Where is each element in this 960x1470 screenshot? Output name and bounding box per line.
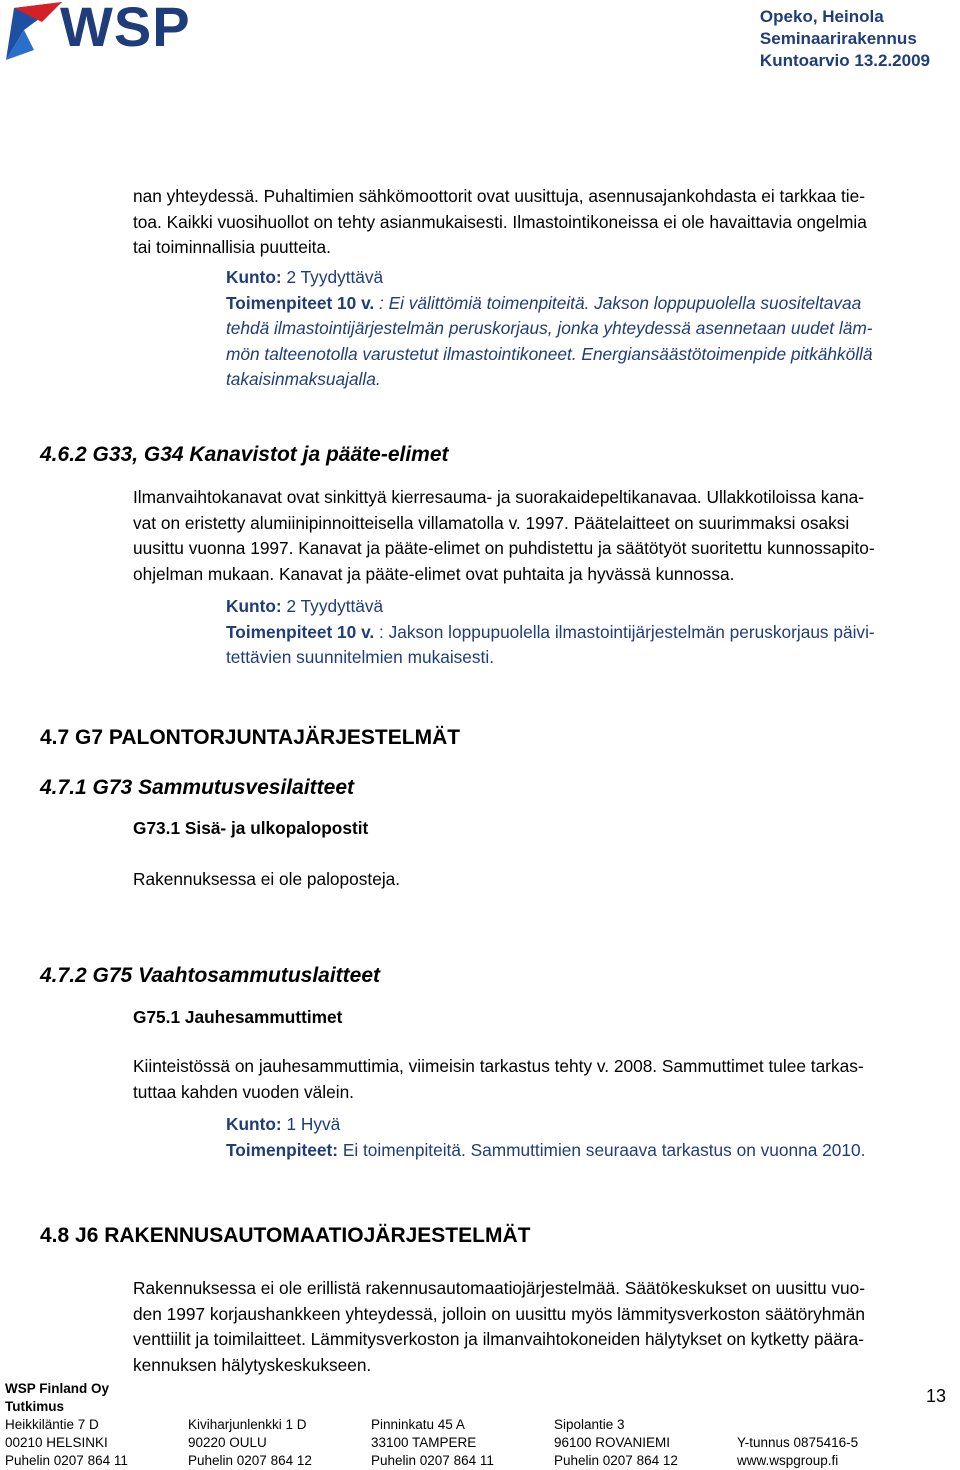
address-line: 96100 ROVANIEMI xyxy=(554,1435,671,1450)
text-line: mön talteenotolla varustetut ilmastointikoneet. Energiansäästötoimenpide pitkähköllä xyxy=(226,343,873,364)
document-header xyxy=(760,6,930,72)
section-heading-4-8: 4.8 J6 RAKENNUSAUTOMAATIOJÄRJESTELMÄT xyxy=(40,1224,531,1247)
text-line: Ei välittömiä toimenpiteitä. Jakson loppupuolella suositeltavaa xyxy=(388,292,862,313)
text-line: Jakson loppupuolella ilmastointijärjestelmän peruskorjaus päivi- xyxy=(388,621,875,642)
text-line: venttiilit ja toimilaitteet. Lämmitysverkoston ja ilmanvaihtokoneiden hälytykset on kytketty päära- xyxy=(133,1329,864,1349)
text-line: Ei toimenpiteitä. Sammuttimien seuraava tarkastus on vuonna 2010. xyxy=(338,1139,866,1160)
address-line: Heikkiläntie 7 D xyxy=(5,1417,99,1432)
footer-company xyxy=(5,1380,109,1416)
text-line: tuttaa kahden vuoden välein. xyxy=(133,1081,354,1102)
separator: : xyxy=(374,292,389,313)
address-line: 90220 OULU xyxy=(188,1435,267,1450)
subsection-g73-1: G73.1 Sisä- ja ulkopalopostit xyxy=(133,818,369,838)
phone-line: Puhelin 0207 864 11 xyxy=(371,1453,494,1468)
text-line: uusittu vuonna 1997. Kanavat ja pääte-elimet on puhdistettu ja säätötyöt suoritettu kunnossapito- xyxy=(133,538,875,558)
section-4-7-1-text: Rakennuksessa ei ole paloposteja. xyxy=(133,869,401,889)
text-line: kennuksen hälytyskeskukseen. xyxy=(133,1354,372,1375)
footer-office-helsinki xyxy=(5,1416,128,1470)
text-line: Kiinteistössä on jauhesammuttimia, viimeisin tarkastus tehty v. 2008. Sammuttimet tulee tarkas- xyxy=(133,1056,864,1076)
footer-company-ids xyxy=(737,1434,858,1470)
text-line: tehdä ilmastointijärjestelmän peruskorjaus, jonka yhteydessä asennetaan uudet läm- xyxy=(226,318,873,338)
address-line: 00210 HELSINKI xyxy=(5,1435,108,1450)
kunto-label: Kunto: xyxy=(226,596,282,616)
footer-office-oulu xyxy=(188,1416,312,1470)
phone-line: Puhelin 0207 864 11 xyxy=(5,1453,128,1468)
page-number: 13 xyxy=(925,1386,946,1406)
text-line: Rakennuksessa ei ole erillistä rakennusautomaatiojärjestelmää. Säätökeskukset on uusittu vuo- xyxy=(133,1278,865,1298)
footer-office-rovaniemi xyxy=(554,1416,678,1470)
text-line: tai toiminnallisia puutteita. xyxy=(133,237,331,257)
logo-text: WSP xyxy=(60,0,191,58)
phone-line: Puhelin 0207 864 12 xyxy=(188,1453,312,1468)
subsection-g75-1: G75.1 Jauhesammuttimet xyxy=(133,1007,343,1027)
section-4-6-2-condition xyxy=(226,594,951,671)
section-4-6-2-paragraph xyxy=(133,485,948,587)
kunto-label: Kunto: xyxy=(226,267,282,287)
text-line: takaisinmaksuajalla. xyxy=(226,369,381,389)
text-line: Ilmanvaihtokanavat ovat sinkittyä kierresauma- ja suorakaidepeltikanavaa. Ullakkotiloissa kana- xyxy=(133,487,864,507)
address-line: Pinninkatu 45 A xyxy=(371,1417,465,1432)
footer-office-tampere xyxy=(371,1416,494,1470)
kunto-label: Kunto: xyxy=(226,1114,282,1134)
text-line: toa. Kaikki vuosihuollot on tehty asianmukaisesti. Ilmastointikoneissa ei ole havaittavia ongelmia xyxy=(133,211,867,232)
company-name: WSP Finland Oy xyxy=(5,1381,110,1396)
separator: : xyxy=(374,621,389,642)
header-building: Seminaarirakennus xyxy=(759,29,917,48)
kunto-value: 1 Hyvä xyxy=(281,1114,341,1134)
logo-mark-icon xyxy=(4,0,64,62)
company-division: Tutkimus xyxy=(5,1399,65,1414)
text-line: den 1997 korjaushankkeen yhteydessä, jolloin on uusittu myös lämmitysverkoston säätöryhmän xyxy=(133,1303,865,1324)
section-4-7-2-paragraph xyxy=(133,1054,948,1105)
intro-paragraph xyxy=(133,184,948,261)
section-heading-4-6-2: 4.6.2 G33, G34 Kanavistot ja pääte-elimet xyxy=(40,443,449,466)
kunto-value: 2 Tyydyttävä xyxy=(281,267,384,287)
header-doc-date: Kuntoarvio 13.2.2009 xyxy=(759,51,930,70)
phone-line: Puhelin 0207 864 12 xyxy=(554,1453,678,1468)
text-line: tettävien suunnitelmien mukaisesti. xyxy=(226,647,494,667)
section-heading-4-7: 4.7 G7 PALONTORJUNTAJÄRJESTELMÄT xyxy=(40,726,461,749)
address-line: 33100 TAMPERE xyxy=(371,1435,477,1450)
section-4-8-paragraph xyxy=(133,1276,948,1378)
toimenpiteet-label: Toimenpiteet 10 v. xyxy=(226,621,375,642)
toimenpiteet-label: Toimenpiteet: xyxy=(226,1139,339,1160)
kunto-value: 2 Tyydyttävä xyxy=(281,596,384,616)
text-line: ohjelman mukaan. Kanavat ja pääte-elimet ovat puhtaita ja hyvässä kunnossa. xyxy=(133,563,735,584)
section-heading-4-7-2: 4.7.2 G75 Vaahtosammutuslaitteet xyxy=(40,964,381,987)
website-link[interactable]: www.wspgroup.fi xyxy=(737,1453,839,1468)
section-heading-4-7-1: 4.7.1 G73 Sammutusvesilaitteet xyxy=(40,776,354,799)
section-4-7-2-condition xyxy=(226,1112,951,1163)
text-line: nan yhteydessä. Puhaltimien sähkömoottorit ovat uusittuja, asennusajankohdasta ei tarkkaa tie- xyxy=(133,186,866,206)
business-id: Y-tunnus 0875416-5 xyxy=(737,1435,859,1450)
header-project: Opeko, Heinola xyxy=(759,7,884,26)
toimenpiteet-label: Toimenpiteet 10 v. xyxy=(226,292,375,313)
address-line: Kiviharjunlenkki 1 D xyxy=(188,1417,307,1432)
address-line: Sipolantie 3 xyxy=(554,1417,625,1432)
text-line: vat on eristetty alumiinipinnoitteisella villamatolla v. 1997. Päätelaitteet on suurimmaksi osaksi xyxy=(133,512,850,533)
intro-condition xyxy=(226,265,951,393)
